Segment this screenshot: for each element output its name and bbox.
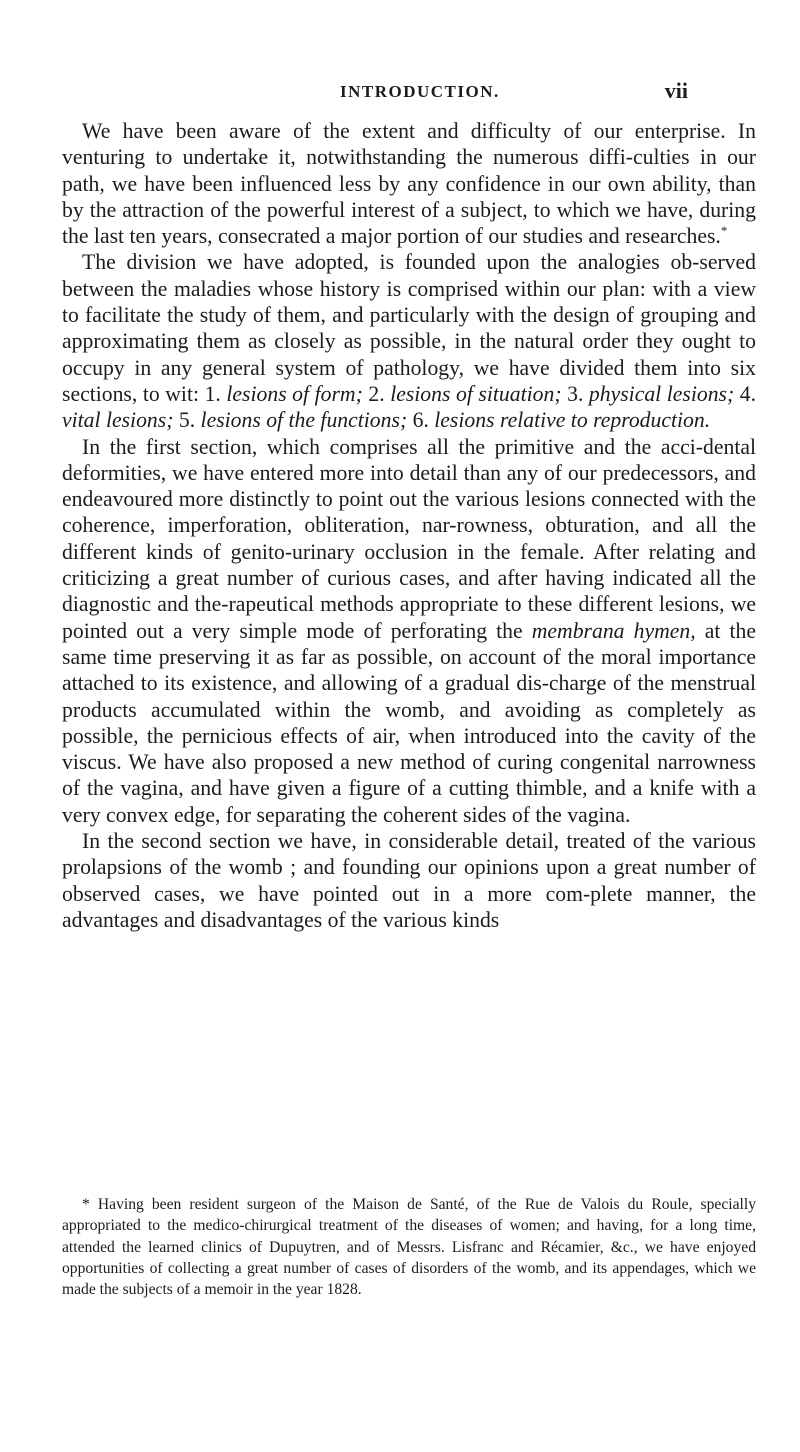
- paragraph-2-intro: The division we have adopted, is founded upon the analogies ob-served between the maladies whose history is comprised within our plan: with a view to facilitate the study of them, and particularly with the design of grouping and approximating them as closely as possible, in the natural order they ought to occupy in any general system of pathology, we have divided them into six sections, to wit:: [62, 250, 756, 406]
- paragraph-2: [62, 249, 756, 433]
- section-6-number: 6.: [407, 408, 435, 433]
- latin-term: membrana hymen,: [531, 618, 696, 643]
- paragraph-3-after: at the same time preserving it as far as possible, on account of the moral importance attached to its existence, and allowing of a gradual dis-charge of the menstrual products accumulated within the womb, and avoiding as completely as possible, the pernicious effects of air, when introduced into the cavity of the viscus. We have also proposed a new method of curing congenital narrowness of the vagina, and have given a figure of a cutting thimble, and a knife with a very convex edge, for separating the coherent sides of the vagina.: [62, 618, 756, 827]
- footnote: [62, 1194, 756, 1300]
- page-number: vii: [664, 78, 688, 103]
- paragraph-1-text: We have been aware of the extent and difficulty of our enterprise. In venturing to undertake it, notwithstanding the numerous diffi-culties in our path, we have been influenced less by any confidence in our own ability, than by the attraction of the powerful interest of a subject, to which we have, during the last ten years, consecrated a major portion of our studies and researches.: [62, 119, 756, 249]
- section-2-name: lesions of situation;: [390, 381, 562, 406]
- section-3-number: 3.: [561, 381, 589, 406]
- section-5-number: 5.: [173, 408, 201, 433]
- section-4-name: vital lesions;: [62, 408, 174, 433]
- paragraph-1: [62, 118, 756, 249]
- paragraph-4-text: In the second section we have, in considerable detail, treated of the various prolapsions of the womb ; and founding our opinions upon a great number of observed cases, we have pointed out in a more com-plete manner, the advantages and disadvantages of the various kinds: [62, 829, 756, 932]
- footnote-mark: *: [82, 1196, 90, 1213]
- section-4-number: 4.: [734, 381, 757, 406]
- section-3-name: physical lesions;: [588, 381, 735, 406]
- footnote-reference: *: [720, 222, 728, 238]
- footnote-text: Having been resident surgeon of the Maison de Santé, of the Rue de Valois du Roule, specially appropriated to the medico-chirurgical treatment of the diseases of women; and having, for a long time, attended the learned clinics of Dupuytren, and of Messrs. Lisfranc and Récamier, &c., we have enjoyed opportunities of collecting a great number of cases of disorders of the womb, and its appendages, which we made the subjects of a memoir in the year 1828.: [62, 1196, 756, 1299]
- section-6-name: lesions relative to reproduction.: [434, 408, 711, 433]
- running-title: INTRODUCTION.: [340, 82, 500, 101]
- section-1-number: 1.: [204, 381, 227, 406]
- footnote-paragraph: [62, 1194, 756, 1300]
- paragraph-3: [62, 434, 756, 828]
- section-2-number: 2.: [362, 381, 391, 406]
- paragraph-4: [62, 828, 756, 933]
- paragraph-3-before: In the first section, which comprises all the primitive and the acci-dental deformities, we have entered more into detail than any of our predecessors, and endeavoured more distinctly to point out the various lesions connected with the coherence, imperforation, obliteration, nar-rowness, obturation, and all the different kinds of genito-urinary occlusion in the female. After relating and criticizing a great number of curious cases, and after having indicated all the diagnostic and the-rapeutical methods appropriate to these different lesions, we pointed out a very simple mode of perforating the: [62, 434, 756, 643]
- main-text: [62, 118, 756, 933]
- section-5-name: lesions of the functions;: [200, 408, 408, 433]
- section-1-name: lesions of form;: [226, 381, 363, 406]
